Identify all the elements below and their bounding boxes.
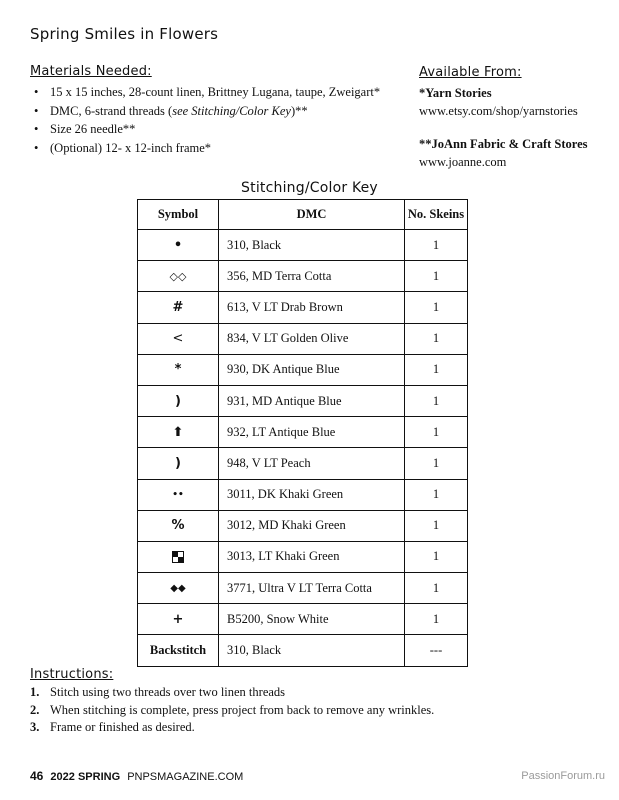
dmc-cell: 3011, DK Khaki Green bbox=[219, 479, 405, 510]
instruction-item bbox=[30, 684, 434, 702]
materials-item bbox=[30, 102, 380, 121]
table-row bbox=[138, 354, 468, 385]
skeins-cell: --- bbox=[405, 635, 468, 666]
instruction-text: Frame or finished as desired. bbox=[50, 720, 195, 734]
checker-square-icon bbox=[172, 551, 184, 563]
dmc-cell: 948, V LT Peach bbox=[219, 448, 405, 479]
dmc-cell: 931, MD Antique Blue bbox=[219, 385, 405, 416]
color-key-title: Stitching/Color Key bbox=[241, 180, 378, 196]
instruction-item bbox=[30, 719, 434, 737]
symbol-cell: ) bbox=[138, 448, 219, 479]
skeins-cell: 1 bbox=[405, 354, 468, 385]
materials-list bbox=[30, 83, 380, 157]
materials-heading: Materials Needed: bbox=[30, 64, 152, 79]
dmc-cell: 613, V LT Drab Brown bbox=[219, 292, 405, 323]
issue-season: 2022 SPRING bbox=[50, 771, 121, 783]
available-from bbox=[419, 64, 588, 172]
dmc-cell: 3012, MD Khaki Green bbox=[219, 510, 405, 541]
backstitch-label: Backstitch bbox=[149, 643, 207, 658]
dmc-cell: 356, MD Terra Cotta bbox=[219, 261, 405, 292]
materials-item: • 15 x 15 inches, 28-count linen, Brittney Lugana, taupe, Zweigart* bbox=[30, 83, 380, 102]
materials-item: • (Optional) 12- x 12-inch frame* bbox=[30, 139, 380, 158]
table-row bbox=[138, 292, 468, 323]
vendor-url: www.joanne.com bbox=[419, 155, 507, 169]
table-header-row bbox=[138, 200, 468, 230]
skeins-cell: 1 bbox=[405, 604, 468, 635]
skeins-cell: 1 bbox=[405, 261, 468, 292]
dmc-cell: 310, Black bbox=[219, 635, 405, 666]
materials-item: • Size 26 needle** bbox=[30, 120, 380, 139]
symbol-cell bbox=[138, 635, 219, 666]
table-row bbox=[138, 541, 468, 572]
skeins-cell: 1 bbox=[405, 323, 468, 354]
vendor-url: www.etsy.com/shop/yarnstories bbox=[419, 104, 578, 118]
table-row bbox=[138, 448, 468, 479]
header-symbol: Symbol bbox=[138, 200, 219, 230]
symbol-cell: # bbox=[138, 292, 219, 323]
instructions-list bbox=[30, 684, 434, 737]
instruction-number: 2. bbox=[30, 702, 40, 717]
page-footer bbox=[30, 769, 243, 783]
available-heading: Available From: bbox=[419, 65, 522, 80]
symbol-cell: • bbox=[138, 230, 219, 261]
dmc-cell: 3013, LT Khaki Green bbox=[219, 541, 405, 572]
skeins-cell: 1 bbox=[405, 541, 468, 572]
dmc-cell: 932, LT Antique Blue bbox=[219, 417, 405, 448]
symbol-cell: •• bbox=[138, 479, 219, 510]
skeins-cell: 1 bbox=[405, 573, 468, 604]
table-row bbox=[138, 635, 468, 666]
page-number: 46 bbox=[30, 769, 44, 783]
skeins-cell: 1 bbox=[405, 292, 468, 323]
symbol-cell: % bbox=[138, 510, 219, 541]
dmc-cell: 3771, Ultra V LT Terra Cotta bbox=[219, 573, 405, 604]
table-row bbox=[138, 604, 468, 635]
table-row bbox=[138, 385, 468, 416]
instruction-text: When stitching is complete, press project from back to remove any wrinkles. bbox=[50, 702, 435, 717]
vendor-name: **JoAnn Fabric & Craft Stores bbox=[419, 136, 588, 151]
symbol-cell: < bbox=[138, 323, 219, 354]
vendor-name: *Yarn Stories bbox=[419, 85, 492, 100]
dmc-cell: 930, DK Antique Blue bbox=[219, 354, 405, 385]
symbol-cell: ◆◆ bbox=[138, 573, 219, 604]
dmc-cell: 310, Black bbox=[219, 230, 405, 261]
table-row bbox=[138, 479, 468, 510]
table-row bbox=[138, 510, 468, 541]
symbol-cell: + bbox=[138, 604, 219, 635]
table-row bbox=[138, 230, 468, 261]
header-dmc: DMC bbox=[219, 200, 405, 230]
dmc-cell: 834, V LT Golden Olive bbox=[219, 323, 405, 354]
table-row bbox=[138, 417, 468, 448]
color-key-table bbox=[137, 199, 468, 667]
table-row bbox=[138, 573, 468, 604]
magazine-site: PNPSMAGAZINE.COM bbox=[127, 771, 244, 783]
symbol-cell: ◇◇ bbox=[138, 261, 219, 292]
symbol-cell: ) bbox=[138, 385, 219, 416]
symbol-cell: * bbox=[138, 354, 219, 385]
table-row bbox=[138, 323, 468, 354]
skeins-cell: 1 bbox=[405, 417, 468, 448]
skeins-cell: 1 bbox=[405, 510, 468, 541]
instruction-item bbox=[30, 702, 434, 720]
symbol-cell bbox=[138, 541, 219, 572]
table-row bbox=[138, 261, 468, 292]
instructions-heading: Instructions: bbox=[30, 667, 114, 682]
page-title: Spring Smiles in Flowers bbox=[30, 25, 219, 43]
watermark: PassionForum.ru bbox=[521, 770, 605, 782]
skeins-cell: 1 bbox=[405, 448, 468, 479]
dmc-cell: B5200, Snow White bbox=[219, 604, 405, 635]
skeins-cell: 1 bbox=[405, 479, 468, 510]
instruction-number: 3. bbox=[30, 720, 40, 734]
skeins-cell: 1 bbox=[405, 230, 468, 261]
header-skeins: No. Skeins bbox=[405, 200, 468, 230]
instruction-number: 1. bbox=[30, 685, 40, 699]
materials-item-text: DMC, 6-strand threads (see Stitching/Color Key)** bbox=[50, 103, 308, 118]
symbol-cell: ⬆ bbox=[138, 417, 219, 448]
instruction-text: Stitch using two threads over two linen threads bbox=[50, 685, 286, 699]
skeins-cell: 1 bbox=[405, 385, 468, 416]
